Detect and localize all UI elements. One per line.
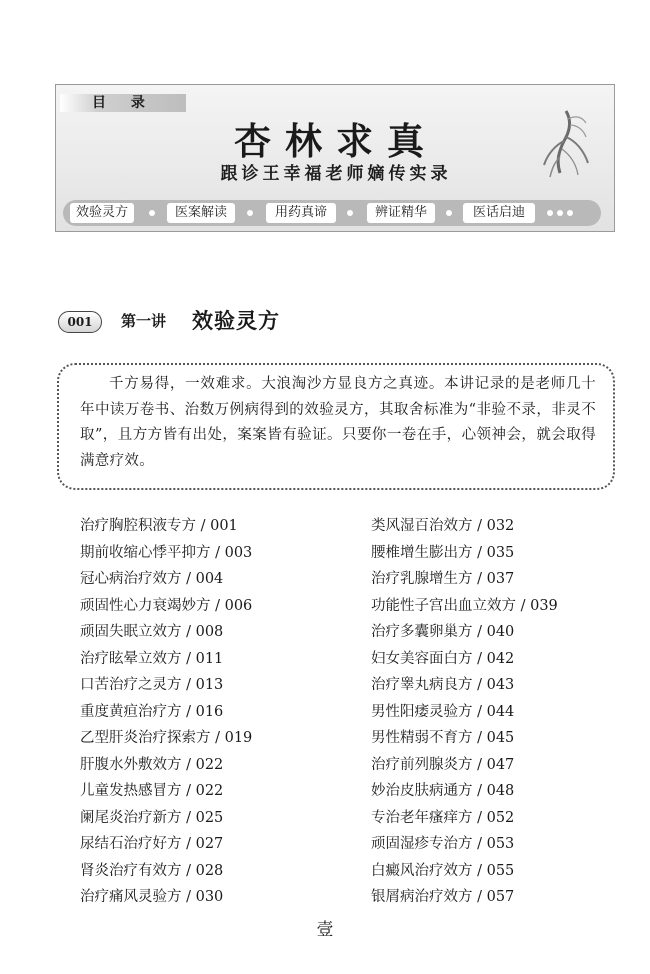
toc-entry: 儿童发热感冒方 / 022	[80, 783, 224, 799]
nav-separator-dot	[149, 210, 155, 216]
toc-entry: 肾炎治疗有效方 / 028	[80, 862, 224, 879]
toc-entry: 妇女美容面白方 / 042	[371, 650, 515, 667]
toc-entry: 男性精弱不育方 / 045	[371, 730, 515, 746]
toc-entry: 冠心病治疗效方 / 004	[80, 571, 224, 587]
toc-entry: 白癜风治疗效方 / 055	[371, 862, 515, 879]
toc-entry: 顽固性心力衰竭妙方 / 006	[80, 597, 253, 614]
toc-entry: 银屑病治疗效方 / 057	[371, 889, 515, 905]
toc-entry: 口苦治疗之灵方 / 013	[80, 677, 224, 693]
toc-entry: 类风湿百治效方 / 032	[371, 518, 515, 534]
nav-separator-dot	[347, 210, 353, 216]
toc-entry: 治疗痛风灵验方 / 030	[80, 889, 224, 905]
nav-separator-dot	[446, 210, 452, 216]
toc-entry: 治疗前列腺炎方 / 047	[371, 756, 515, 773]
section-nav-bar	[63, 200, 601, 226]
toc-tab	[60, 94, 186, 112]
nav-trailing-dot	[567, 210, 573, 216]
lecture-label: 第一讲	[121, 312, 167, 330]
toc-entry: 腰椎增生膨出方 / 035	[371, 544, 515, 561]
nav-trailing-dot	[557, 210, 563, 216]
toc-entry: 肝腹水外敷效方 / 022	[80, 756, 224, 773]
nav-separator-dot	[247, 210, 253, 216]
nav-trailing-dot	[547, 210, 553, 216]
toc-entry: 乙型肝炎治疗探索方 / 019	[80, 730, 253, 746]
toc-list-left	[80, 513, 252, 911]
lecture-title: 效验灵方	[192, 308, 280, 333]
toc-entry: 治疗多囊卵巢方 / 040	[371, 624, 515, 640]
toc-entry: 治疗眩晕立效方 / 011	[80, 650, 224, 667]
nav-item-medical-talks: 医话启迪	[463, 203, 535, 223]
toc-label: 目 录	[92, 95, 155, 111]
toc-entry: 顽固失眠立效方 / 008	[80, 624, 224, 640]
intro-box	[57, 363, 615, 490]
book-subtitle: 跟诊王幸福老师嫡传实录	[220, 164, 452, 184]
nav-item-effective-formulas: 效验灵方	[70, 203, 134, 223]
lecture-number-badge: 001	[58, 311, 102, 333]
toc-entry: 期前收缩心悸平抑方 / 003	[80, 544, 253, 561]
toc-entry: 男性阳痿灵验方 / 044	[371, 703, 515, 720]
toc-entry: 功能性子宫出血立效方 / 039	[371, 597, 558, 614]
page-number: 壹	[316, 920, 334, 940]
ginseng-illustration-icon	[526, 107, 596, 179]
intro-paragraph: 千方易得，一效难求。大浪淘沙方显良方之真迹。本讲记录的是老师几十年中读万卷书、治数万例病得到的效验灵方，其取舍标准为“非验不录，非灵不取”，且方方皆有出处，案案皆有验证。只要你一卷在手，心领神会，就会取得满意疗效。	[80, 376, 596, 469]
nav-item-differentiation: 辨证精华	[367, 203, 435, 223]
toc-entry: 阑尾炎治疗新方 / 025	[80, 809, 224, 826]
book-banner	[55, 84, 615, 232]
toc-entry: 尿结石治疗好方 / 027	[80, 836, 224, 852]
toc-entry: 治疗胸腔积液专方 / 001	[80, 518, 238, 534]
toc-entry: 专治老年瘙痒方 / 052	[371, 809, 515, 826]
toc-entry: 顽固湿疹专治方 / 053	[371, 836, 515, 852]
toc-list-right	[371, 513, 558, 911]
toc-entry: 治疗睾丸病良方 / 043	[371, 677, 515, 693]
toc-entry: 治疗乳腺增生方 / 037	[371, 571, 515, 587]
toc-entry: 妙治皮肤病通方 / 048	[371, 783, 515, 799]
nav-item-case-analysis: 医案解读	[167, 203, 235, 223]
book-title: 杏林求真	[234, 119, 438, 163]
toc-entry: 重度黄疸治疗方 / 016	[80, 703, 224, 720]
nav-item-medication: 用药真谛	[266, 203, 336, 223]
